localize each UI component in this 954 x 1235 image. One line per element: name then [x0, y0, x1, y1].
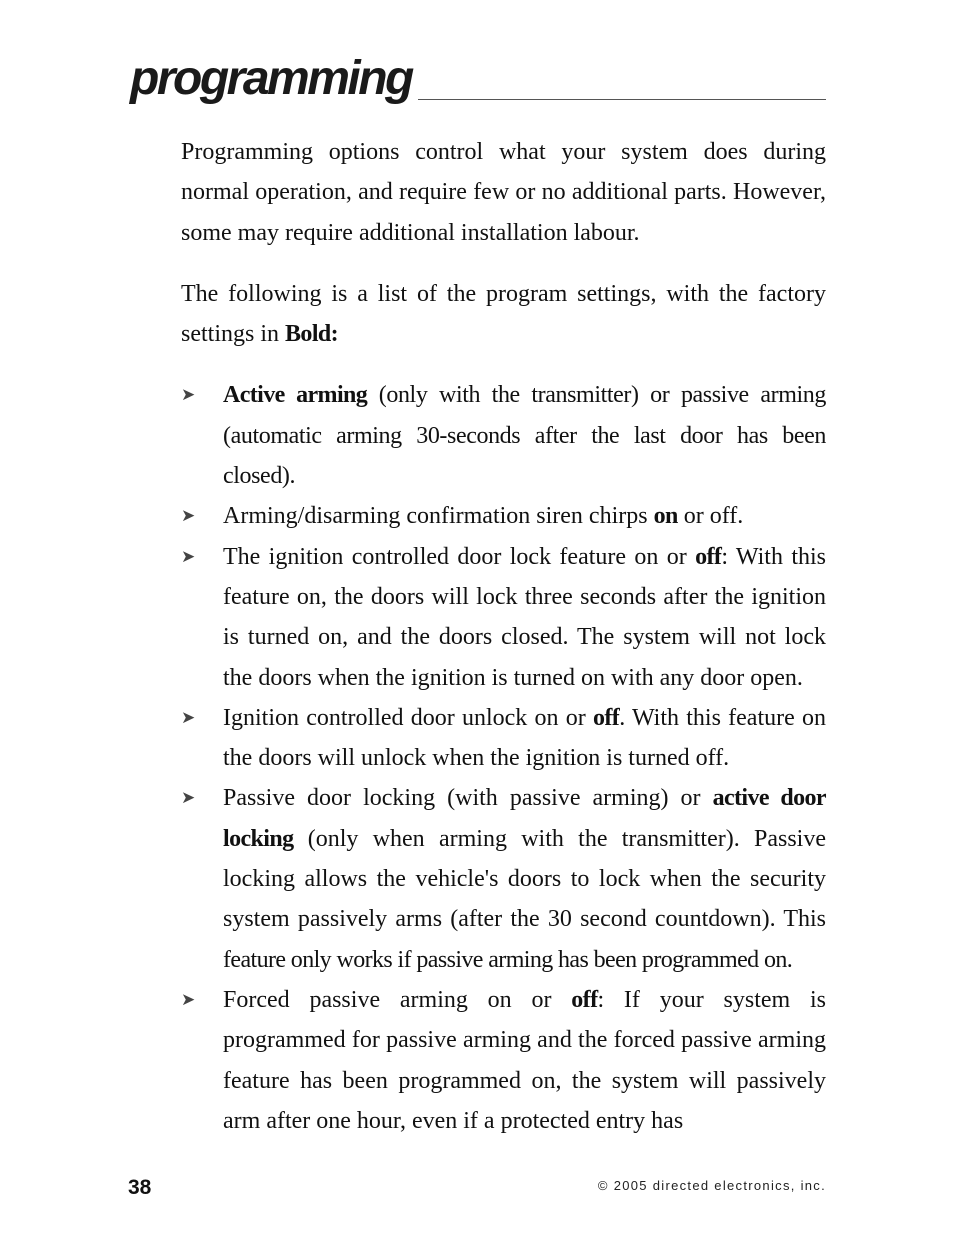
setting-text: The ignition controlled door lock feature on or	[223, 543, 696, 570]
bullet-arrow-icon: ➤	[181, 546, 196, 567]
list-item	[181, 537, 826, 698]
setting-text: feature only works if passive arming has been programmed on.	[223, 946, 793, 973]
bullet-arrow-icon: ➤	[181, 506, 196, 527]
list-item	[181, 778, 826, 979]
list-item	[181, 496, 826, 536]
bullet-arrow-icon: ➤	[181, 788, 196, 809]
settings-intro-text: The following is a list of the program settings, with the factory settings in	[181, 280, 826, 348]
factory-setting: off	[571, 986, 598, 1013]
factory-setting: off	[695, 543, 722, 570]
bullet-arrow-icon: ➤	[181, 385, 196, 406]
setting-text: Forced passive arming on or	[223, 986, 572, 1013]
setting-text: Ignition controlled door unlock on or	[223, 704, 593, 731]
page-title: programming	[130, 54, 418, 104]
setting-text: Arming/disarming confirmation siren chirps	[223, 503, 654, 530]
list-item	[181, 375, 826, 496]
factory-setting: Active arming	[223, 382, 368, 409]
bullet-arrow-icon: ➤	[181, 707, 196, 728]
program-settings-list	[181, 375, 826, 1141]
intro-paragraph: Programming options control what your system does during normal operation, and require few or no additional parts. However, some may require additional installation labour.	[181, 139, 826, 246]
copyright-notice: © 2005 directed electronics, inc.	[597, 1178, 826, 1193]
list-item	[181, 980, 826, 1141]
setting-text: Passive door locking (with passive arming) or	[223, 785, 713, 812]
page-number: 38	[128, 1176, 152, 1199]
settings-intro-paragraph	[181, 274, 826, 355]
page-heading	[130, 54, 826, 104]
setting-text: . With this feature on the doors will unlock when the ignition is turned off.	[223, 704, 826, 772]
setting-text: : If your system is programmed for passive arming and the forced passive arming feature has been programmed on, the system will passively arm after one hour, even if a protected entry has	[223, 986, 826, 1134]
factory-setting: on	[653, 503, 678, 530]
settings-intro-bold: Bold:	[285, 321, 339, 348]
setting-text: : With this feature on, the doors will lock three seconds after the ignition is turned on, and the doors closed. The system will not lock the doors when the ignition is turned on with any door open.	[223, 543, 826, 691]
setting-text: or off.	[677, 503, 744, 530]
bullet-arrow-icon: ➤	[181, 989, 196, 1010]
setting-text: (only when arming with the transmitter). Passive locking allows the vehicle's doors to lock when the security system passively arms (after the 30 second countdown). This	[223, 825, 826, 933]
page-content	[181, 132, 826, 1141]
factory-setting: off	[593, 704, 620, 731]
factory-setting: active door locking	[223, 785, 826, 852]
setting-text: (only with the transmitter) or passive arming (automatic arming 30-seconds after the last door has been closed).	[223, 382, 826, 490]
list-item	[181, 698, 826, 779]
